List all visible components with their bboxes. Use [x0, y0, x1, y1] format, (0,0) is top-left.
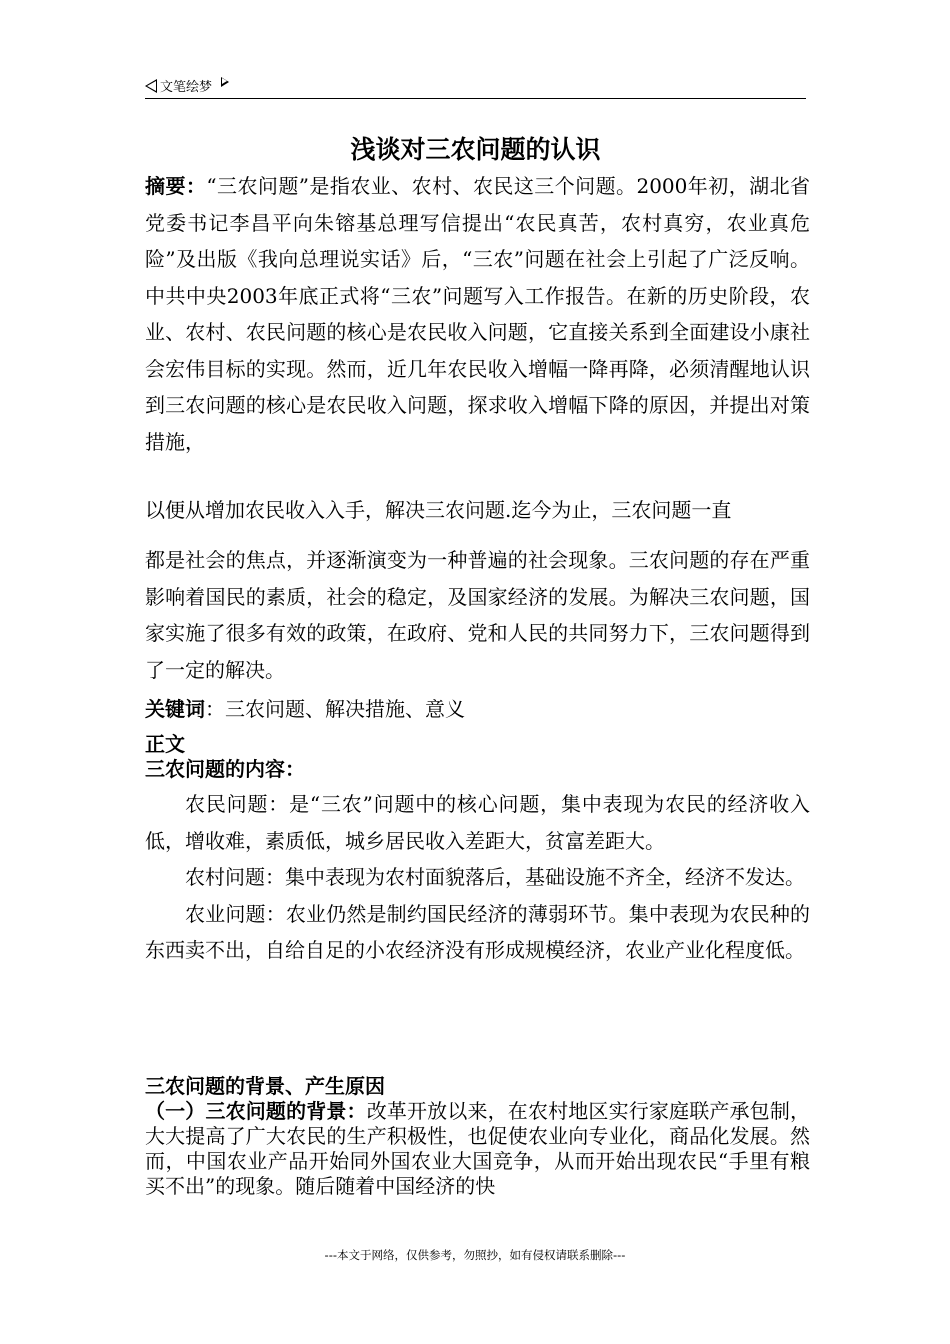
abstract-continuation-2: 都是社会的焦点，并逐渐演变为一种普遍的社会现象。三农问题的存在严重影响着国民的素质，社会的稳定，及国家经济的发展。为解决三农问题，国家实施了很多有效的政策，在政府、党和人民的共同努力下，三农问题得到了一定的解决。: [145, 548, 810, 682]
section2-heading: 三农问题的背景、产生原因: [145, 1074, 385, 1098]
keywords-block: [145, 691, 810, 728]
abstract-continuation: 以便从增加农民收入入手，解决三农问题.迄今为止，三农问题一直: [145, 498, 732, 522]
abstract-label: 摘要: [145, 174, 186, 198]
abstract-block-2: [145, 492, 810, 529]
page-footer: ---本文于网络，仅供参考，勿照抄，如有侵权请联系删除---: [324, 1248, 626, 1262]
body-headings: [145, 732, 810, 782]
keywords-label: 关键词: [145, 697, 205, 721]
section2-sub-text: 改革开放以来，在农村地区实行家庭联产承包制，大大提高了广大农民的生产积极性，也促使农业向专业化，商品化发展。然而，中国农业产品开始同外国农业大国竞争，从而开始出现农民“手里有粮买不出”的现象。随后随着中国经济的快: [145, 1099, 810, 1198]
body-heading: 正文: [145, 732, 185, 756]
keywords-colon: ：: [205, 697, 225, 721]
section1-paragraph: 农业问题：农业仍然是制约国民经济的薄弱环节。集中表现为农民种的东西卖不出，自给自足的小农经济没有形成规模经济，农业产业化程度低。: [145, 901, 810, 962]
section1-heading: 三农问题的内容：: [145, 757, 305, 781]
abstract-text: “三农问题”是指农业、农村、农民这三个问题。2000年初，湖北省党委书记李昌平向朱镕基总理写信提出“农民真苦，农村真穷，农业真危险”及出版《我向总理说实话》后，“三农”问题在社会上引起了广泛反响。中共中央2003年底正式将“三农”问题写入工作报告。在新的历史阶段，农业、农村、农民问题的核心是农民收入问题，它直接关系到全面建设小康社会宏伟目标的实现。然而，近几年农民收入增幅一降再降，必须清醒地认识到三农问题的核心是农民收入问题，探求收入增幅下降的原因，并提出对策措施，: [145, 174, 811, 454]
section1-paragraph: 农村问题：集中表现为农村面貌落后，基础设施不齐全，经济不发达。: [185, 865, 805, 889]
abstract-paragraph: [145, 168, 810, 460]
triangle-right-icon: [221, 77, 229, 87]
document-title: 浅谈对三农问题的认识: [350, 135, 601, 164]
abstract-colon: ：: [185, 174, 207, 198]
header-brand-text: 文笔绘梦: [160, 80, 213, 95]
section2-paragraph: [145, 1099, 810, 1199]
abstract-block: [145, 168, 810, 460]
section1-body: [145, 786, 810, 969]
section1-paragraph: 农民问题：是“三农”问题中的核心问题，集中表现为农民的经济收入低，增收难，素质低，城乡居民收入差距大，贫富差距大。: [145, 792, 810, 853]
keywords-line: [145, 691, 810, 728]
section2-block: [145, 1074, 810, 1199]
keywords-text: 三农问题、解决措施、意义: [225, 697, 465, 721]
header-brand: [145, 76, 229, 95]
abstract-block-3: [145, 542, 810, 688]
triangle-left-icon: [145, 79, 157, 93]
page-header: [145, 76, 806, 99]
section2-sub-label: （一）三农问题的背景：: [145, 1099, 367, 1123]
